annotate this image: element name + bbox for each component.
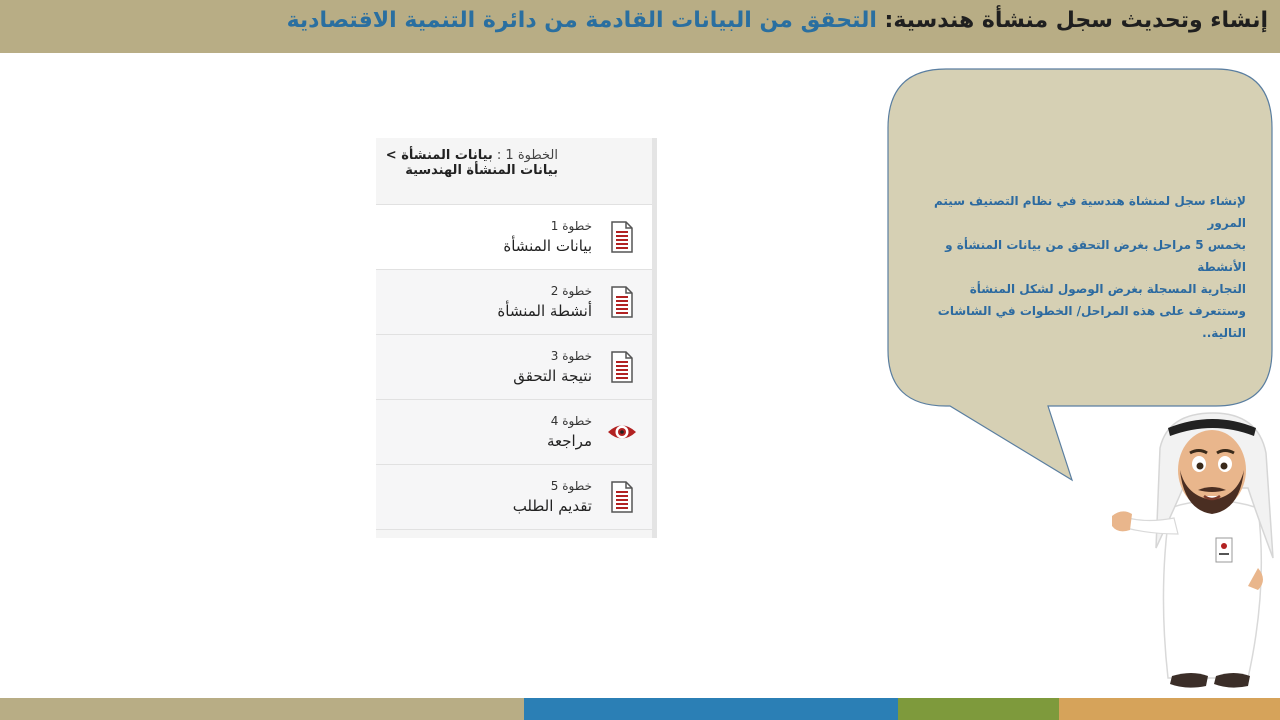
breadcrumb-step: الخطوة 1 :: [496, 148, 558, 163]
steps-panel: [376, 138, 657, 538]
step-label: أنشطة المنشأة: [497, 302, 592, 320]
step-item-2[interactable]: [376, 269, 652, 334]
document-icon: [610, 221, 634, 253]
step-item-3[interactable]: [376, 334, 652, 399]
document-icon: [610, 351, 634, 383]
guide-character-illustration: [1108, 408, 1278, 693]
eye-icon: [607, 416, 637, 448]
step-number: خطوة 1: [550, 219, 592, 233]
step-number: خطوة 5: [550, 479, 592, 493]
title-main: إنشاء وتحديث سجل منشأة هندسية:: [884, 8, 1268, 33]
step-number: خطوة 4: [550, 414, 592, 428]
step-number: خطوة 2: [550, 284, 592, 298]
document-icon: [610, 481, 634, 513]
footer-segment-green: [898, 698, 1059, 720]
step-item-1[interactable]: [376, 204, 652, 269]
step-label: نتيجة التحقق: [513, 367, 592, 385]
speech-bubble-text: [918, 190, 1246, 344]
title-sub: التحقق من البيانات القادمة من دائرة التنمية الاقتصادية: [286, 8, 877, 33]
step-label: تقديم الطلب: [512, 497, 592, 515]
step-item-5[interactable]: [376, 464, 652, 530]
footer-segment-orange: [1059, 698, 1280, 720]
step-item-4[interactable]: [376, 399, 652, 464]
bubble-line: التجارية المسجلة بغرض الوصول لشكل المنشأة: [969, 282, 1246, 296]
step-label: مراجعة: [546, 432, 592, 450]
steps-list: [376, 204, 652, 530]
breadcrumb-sub: بيانات المنشأة الهندسية: [405, 163, 558, 178]
bubble-line: لإنشاء سجل لمنشاة هندسية في نظام التصنيف سيتم المرور: [933, 194, 1246, 230]
document-icon: [610, 286, 634, 318]
bubble-line: وستتعرف على هذه المراحل/ الخطوات في الشاشات التالية..: [937, 304, 1246, 340]
footer-segment-blue: [524, 698, 898, 720]
bubble-line: بخمس 5 مراحل بغرض التحقق من بيانات المنشأة و الأنشطة: [945, 238, 1246, 274]
page-title: [287, 8, 1268, 33]
footer-color-bar: [0, 698, 1280, 720]
breadcrumb: [383, 148, 558, 178]
footer-segment-tan: [0, 698, 524, 720]
title-bar: [0, 0, 1280, 53]
step-label: بيانات المنشأة: [503, 237, 592, 255]
step-number: خطوة 3: [550, 349, 592, 363]
breadcrumb-path[interactable]: بيانات المنشأة >: [385, 148, 493, 163]
